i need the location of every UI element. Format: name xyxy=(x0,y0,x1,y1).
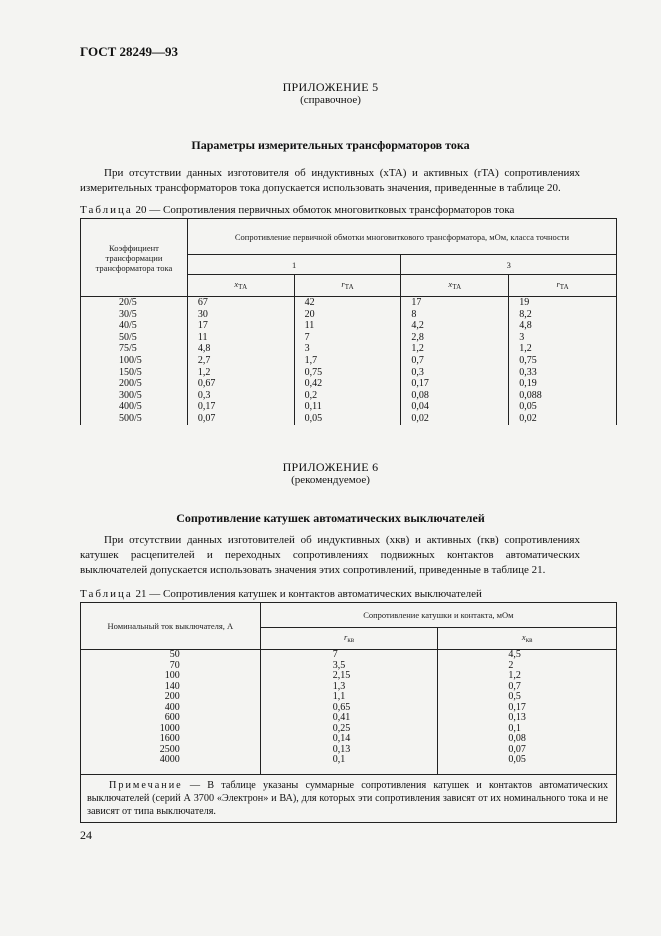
table-cell: 150/5 xyxy=(119,366,142,378)
table-cell: 0,07 xyxy=(197,412,216,424)
table-cell: 1,2 xyxy=(197,366,211,378)
table-21-note xyxy=(87,779,608,818)
table-cell: 1000 xyxy=(159,722,180,734)
table-cell: 2,8 xyxy=(411,331,424,343)
table-20-subheader-x3: $x_{ТА}$ xyxy=(401,275,509,297)
table-21-caption-text: 21 — Сопротивления катушек и контактов автоматических выключателей xyxy=(135,588,482,600)
appendix-6-status: (рекомендуемое) xyxy=(291,474,370,486)
table-cell: 19 xyxy=(519,297,530,308)
table-cell: 50/5 xyxy=(119,331,137,343)
table-20-subheader-x1: $x_{ТА}$ xyxy=(187,275,294,297)
table-cell: 11 xyxy=(304,320,315,332)
page-number: 24 xyxy=(80,828,92,842)
table-cell: 30/5 xyxy=(119,308,137,320)
table-cell: 75/5 xyxy=(119,343,137,355)
table-cell: 0,3 xyxy=(411,366,424,378)
table-20 xyxy=(80,218,617,425)
table-cell: 300/5 xyxy=(119,389,142,401)
table-cell: 0,1 xyxy=(332,754,346,765)
table-cell: 3,5 xyxy=(332,659,346,671)
appendix-5-paragraph: При отсутствии данных изготовителя об индуктивных (xTA) и активных (rTA) сопротивлениях измерительных трансформаторов тока допускается использовать значения, приведенные в таблице 20. xyxy=(80,167,580,194)
table-cell: 400 xyxy=(164,701,180,713)
table-cell: 20/5 xyxy=(119,297,137,308)
table-cell: 50 xyxy=(169,649,180,660)
table-cell: 4,8 xyxy=(197,343,211,355)
table-20-class-3: 3 xyxy=(401,255,617,275)
table-20-subheader-r3: $r_{ТА}$ xyxy=(509,275,617,297)
table-cell: 0,65 xyxy=(332,701,351,713)
table-cell: 8,2 xyxy=(519,308,532,320)
table-cell: 0,02 xyxy=(411,412,429,424)
table-cell: 0,25 xyxy=(332,722,351,734)
table-21-subheader-r: $r_{кв}$ xyxy=(260,628,438,650)
table-20-caption-prefix: Таблица xyxy=(80,204,133,216)
table-cell: 7 xyxy=(304,331,310,343)
table-cell: 0,088 xyxy=(519,389,542,401)
table-cell: 8 xyxy=(411,308,417,320)
table-cell: 0,3 xyxy=(197,389,211,401)
table-cell: 1,2 xyxy=(519,343,532,355)
table-20-caption xyxy=(80,204,514,216)
table-cell: 7 xyxy=(332,649,338,660)
table-cell: 100/5 xyxy=(119,354,142,366)
table-cell: 0,67 xyxy=(197,378,216,390)
table-21-current-header: Номинальный ток выключателя, А xyxy=(81,603,261,650)
table-cell: 0,08 xyxy=(411,389,429,401)
table-21-caption-prefix: Таблица xyxy=(80,588,133,600)
table-cell: 0,7 xyxy=(411,354,424,366)
table-cell: 0,13 xyxy=(508,712,526,723)
table-cell: 0,41 xyxy=(332,712,351,723)
table-cell: 0,5 xyxy=(508,691,521,702)
table-20-group-header: Сопротивление первичной обмотки многовиткового трансформатора, мОм, класса точности xyxy=(187,219,616,255)
table-20-ratio-header: Коэффициент трансформации трансформатора тока xyxy=(81,219,188,297)
table-20-caption-text: 20 — Сопротивления первичных обмоток многовитковых трансформаторов тока xyxy=(135,204,515,216)
table-cell: 2500 xyxy=(159,743,180,755)
table-21-subheader-x: $x_{кв}$ xyxy=(438,628,617,650)
table-cell: 200 xyxy=(164,691,180,702)
table-cell: 0,14 xyxy=(332,733,351,744)
table-20-x3-column xyxy=(401,297,509,425)
table-cell: 70 xyxy=(169,659,180,671)
table-cell: 4,8 xyxy=(519,320,532,332)
table-cell: 500/5 xyxy=(119,412,142,424)
table-cell: 17 xyxy=(411,297,422,308)
table-cell: 67 xyxy=(197,297,208,308)
table-21-r-column xyxy=(260,650,438,775)
table-cell: 0,2 xyxy=(304,389,318,401)
table-cell: 600 xyxy=(164,712,180,723)
table-cell: 0,17 xyxy=(411,378,429,390)
table-cell: 1,2 xyxy=(411,343,424,355)
table-cell: 30 xyxy=(197,308,208,320)
table-cell: 0,08 xyxy=(508,733,526,744)
table-20-r1-column xyxy=(294,297,401,425)
table-cell: 0,42 xyxy=(304,378,323,390)
table-cell: 0,02 xyxy=(519,412,537,424)
table-cell: 0,17 xyxy=(508,701,526,713)
table-cell: 1,2 xyxy=(508,670,521,681)
appendix-5-status: (справочное) xyxy=(300,94,361,106)
table-cell: 11 xyxy=(197,331,208,343)
table-20-r3-column xyxy=(509,297,617,425)
table-cell: 0,7 xyxy=(508,680,521,692)
table-cell: 2 xyxy=(508,659,514,671)
appendix-6-paragraph: При отсутствии данных изготовителей об индуктивных (xкв) и активных (rкв) сопротивлениях катушек расцепителей и переходных сопротивлениях подвижных контактов автоматических выключателей допускается использовать значения этих сопротивлений, приведенные в таблице 21. xyxy=(80,534,580,576)
table-cell: 0,05 xyxy=(508,754,526,765)
table-20-class-1: 1 xyxy=(187,255,401,275)
table-cell: 0,11 xyxy=(304,401,322,413)
table-cell: 0,05 xyxy=(519,401,537,413)
table-21-note-text: — В таблице указаны суммарные сопротивления катушек и контактов автоматических выключателей (серий А 3700 «Электрон» и ВА), для которых эти сопротивления зависят от их номинального тока и не зависят от типа выключателя. xyxy=(87,780,609,817)
table-21-group-header: Сопротивление катушки и контакта, мОм xyxy=(260,603,616,628)
table-cell: 4,5 xyxy=(508,649,521,660)
table-cell: 3 xyxy=(304,343,310,355)
table-cell: 0,19 xyxy=(519,378,537,390)
table-21-current-column xyxy=(81,650,261,775)
table-21-caption xyxy=(80,588,482,600)
appendix-6-title: ПРИЛОЖЕНИЕ 6 xyxy=(282,460,379,474)
table-cell: 0,07 xyxy=(508,743,526,755)
table-cell: 2,15 xyxy=(332,670,351,681)
table-cell: 4000 xyxy=(159,754,180,765)
appendix-5-title: ПРИЛОЖЕНИЕ 5 xyxy=(282,80,379,94)
table-cell: 17 xyxy=(197,320,208,332)
table-20-x1-column xyxy=(187,297,294,425)
table-20-ratio-column xyxy=(81,297,188,425)
table-cell: 140 xyxy=(164,680,180,692)
table-cell: 200/5 xyxy=(119,378,142,390)
table-cell: 3 xyxy=(519,331,525,343)
table-cell: 20 xyxy=(304,308,315,320)
table-20-subheader-r1: $r_{ТА}$ xyxy=(294,275,401,297)
table-cell: 0,05 xyxy=(304,412,323,424)
table-cell: 1,1 xyxy=(332,691,346,702)
table-cell: 1,3 xyxy=(332,680,346,692)
table-cell: 0,75 xyxy=(304,366,323,378)
table-cell: 42 xyxy=(304,297,315,308)
document-code: ГОСТ 28249—93 xyxy=(80,44,179,59)
table-cell: 0,04 xyxy=(411,401,429,413)
table-21-x-column xyxy=(438,650,617,775)
table-cell: 100 xyxy=(164,670,180,681)
table-21-note-label: Примечание xyxy=(109,780,183,791)
table-cell: 4,2 xyxy=(411,320,424,332)
table-cell: 40/5 xyxy=(119,320,137,332)
appendix-6-section-title: Сопротивление катушек автоматических выключателей xyxy=(176,511,485,525)
table-cell: 0,1 xyxy=(508,722,521,734)
table-cell: 2,7 xyxy=(197,354,211,366)
table-cell: 400/5 xyxy=(119,401,142,413)
table-cell: 1,7 xyxy=(304,354,318,366)
table-cell: 0,75 xyxy=(519,354,537,366)
appendix-5-section-title: Параметры измерительных трансформаторов тока xyxy=(191,138,470,152)
table-21-note-cell xyxy=(81,775,617,823)
table-cell: 1600 xyxy=(159,733,180,744)
table-cell: 0,17 xyxy=(197,401,216,413)
table-cell: 0,13 xyxy=(332,743,351,755)
table-cell: 0,33 xyxy=(519,366,537,378)
table-21 xyxy=(80,602,617,823)
